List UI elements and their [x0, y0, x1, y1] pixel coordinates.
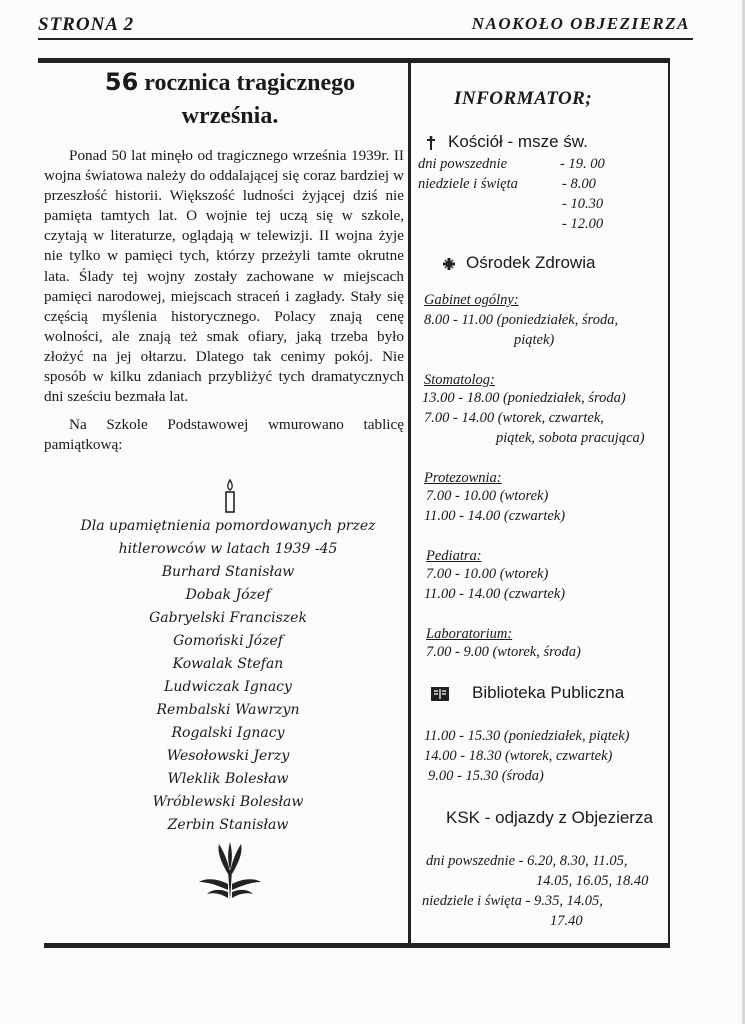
candle-icon: [220, 478, 240, 514]
title-number: 56: [104, 68, 139, 96]
header-rule: [38, 38, 693, 40]
paragraph-1: Ponad 50 lat minęło od tragicznego września 1939r. II wojna światowa należy do oddalającej się coraz bardziej w przeszłość historii. Większość ludności żyjącej dziś nie pamięta tamtych lat. O wojnie tej uczą się w szkole, czytają w literaturze, oglądają w telewizji. II wojna żyje nie tylko w pamięci tych, którzy przeżyli tamte okrutne lata. Ślady tej wojny zostały zachowane w miejscach pamięci narodowej, miejscach straceń i zagłady. Stały się częścią myślenia historycznego. Polacy znają cenę wolności, ale znają też smak ofiary, jaką trzeba było złożyć na jej ołtarzu. Dlatego tak cenimy pokój. Nie sposób w kilku zdaniach przybliżyć tych dramatycznych dni sześciu bezmała lat.: [44, 147, 404, 406]
plaque-line-1: Dla upamiętnienia pomordowanych przez: [80, 518, 376, 534]
victim-name: Wesołowski Jerzy: [166, 748, 290, 764]
page-header: [38, 14, 690, 38]
victim-name: Burhard Stanisław: [161, 564, 295, 580]
victim-name: Rembalski Wawrzyn: [156, 702, 300, 718]
library-heading-text: Biblioteka Publiczna: [472, 683, 625, 702]
library-hours: 11.00 - 15.30 (poniedziałek, piątek): [424, 728, 630, 744]
stomatolog-label: Stomatolog:: [424, 372, 495, 388]
sunday-time: - 8.00: [562, 176, 596, 192]
weekday-time: - 19. 00: [560, 156, 605, 172]
church-heading: [424, 132, 588, 152]
library-hours: 14.00 - 18.30 (wtorek, czwartek): [424, 748, 613, 764]
bus-times: niedziele i święta - 9.35, 14.05,: [422, 893, 603, 909]
victim-name: Gabryelski Franciszek: [149, 610, 307, 626]
laboratorium-hours: 7.00 - 9.00 (wtorek, środa): [426, 644, 581, 660]
pediatra-label: Pediatra:: [426, 548, 482, 564]
cross-icon: [424, 135, 438, 151]
sunday-time: - 12.00: [562, 216, 604, 232]
bus-times: 14.05, 16.05, 18.40: [536, 873, 649, 889]
bus-times: dni powszednie - 6.20, 8.30, 11.05,: [426, 853, 628, 869]
title-line-1: rocznica tragicznego: [144, 70, 356, 96]
stomatolog-hours: 7.00 - 14.00 (wtorek, czwartek,: [424, 410, 604, 426]
protezownia-label: Protezownia:: [424, 470, 502, 486]
bus-heading: KSK - odjazdy z Objezierza: [446, 808, 653, 827]
gabinet-hours: piątek): [514, 332, 555, 348]
victim-name: Kowalak Stefan: [172, 656, 284, 672]
plaque-line-2: hitlerowców w latach 1939 -45: [118, 541, 338, 557]
sunday-time: - 10.30: [562, 196, 604, 212]
medical-cross-icon: [442, 257, 456, 271]
weekday-label: dni powszednie: [418, 156, 508, 172]
victim-name: Wleklik Bolesław: [167, 771, 289, 787]
library-hours: 9.00 - 15.30 (środa): [428, 768, 544, 784]
victim-name: Gomoński Józef: [173, 633, 283, 649]
flower-icon: [197, 840, 263, 904]
protezownia-hours: 7.00 - 10.00 (wtorek): [426, 488, 549, 504]
page-number-label: STRONA 2: [38, 14, 135, 35]
victim-name: Zerbin Stanisław: [167, 817, 289, 833]
gabinet-label: Gabinet ogólny:: [424, 292, 519, 308]
pediatra-hours: 7.00 - 10.00 (wtorek): [426, 566, 549, 582]
laboratorium-label: Laboratorium:: [426, 626, 513, 642]
article-body: [44, 146, 404, 455]
library-heading: [430, 683, 624, 703]
health-heading-text: Ośrodek Zdrowia: [466, 253, 596, 272]
stomatolog-hours: 13.00 - 18.00 (poniedziałek, środa): [422, 390, 626, 406]
victim-name: Ludwiczak Ignacy: [164, 679, 292, 695]
stomatolog-hours: piątek, sobota pracująca): [496, 430, 645, 446]
victim-name: Wróblewski Bolesław: [152, 794, 304, 810]
publication-title: NAOKOŁO OBJEZIERZA: [471, 14, 690, 33]
bus-times: 17.40: [550, 913, 583, 929]
bottom-rule: [44, 943, 670, 948]
pediatra-hours: 11.00 - 14.00 (czwartek): [424, 586, 566, 602]
memorial-plaque: [48, 515, 408, 837]
gabinet-hours: 8.00 - 11.00 (poniedziałek, środa,: [424, 312, 619, 328]
title-line-2: września.: [181, 103, 279, 129]
victim-name: Rogalski Ignacy: [171, 725, 285, 741]
paragraph-2: Na Szkole Podstawowej wmurowano tablicę pamiątkową:: [44, 416, 404, 454]
protezownia-hours: 11.00 - 14.00 (czwartek): [424, 508, 566, 524]
health-heading: [442, 253, 595, 273]
article-title: [60, 66, 400, 133]
church-heading-text: Kościół - msze św.: [448, 132, 588, 151]
victim-name: Dobak Józef: [185, 587, 271, 603]
sunday-label: niedziele i święta: [418, 176, 518, 192]
book-icon: [430, 686, 450, 702]
informator-title: INFORMATOR;: [454, 88, 593, 109]
